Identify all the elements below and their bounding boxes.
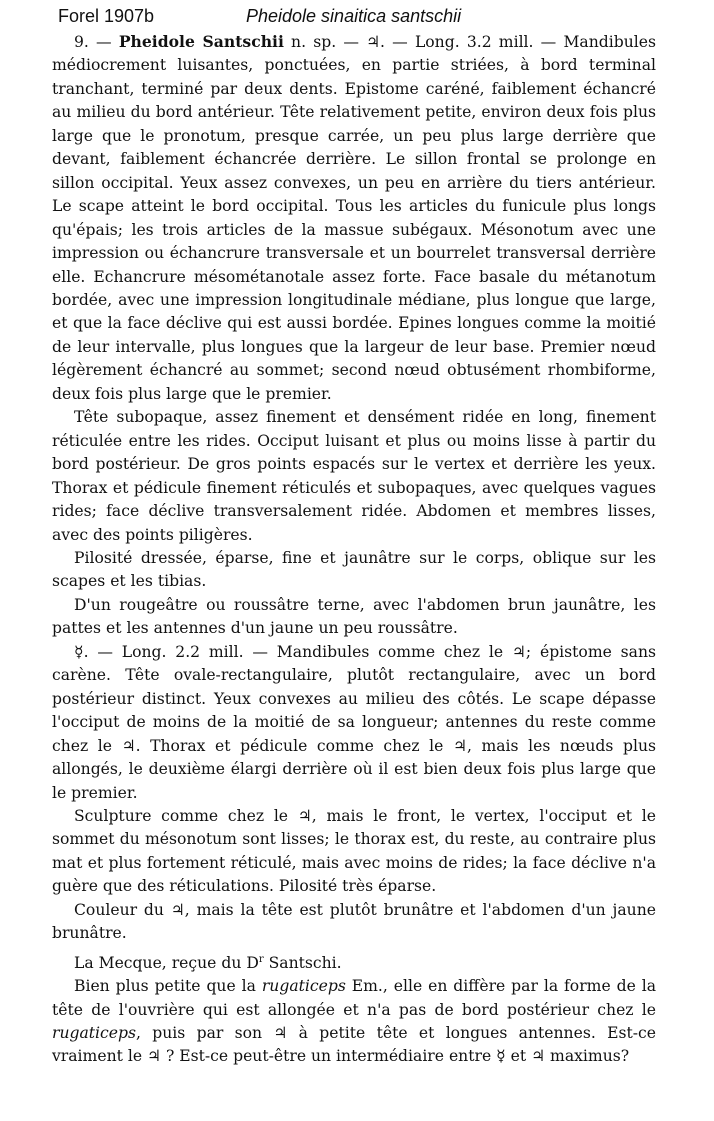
paragraph-color: D'un rougeâtre ou roussâtre terne, avec l'abdomen brun jaunâtre, les pattes et les antennes d'un jaune un peu roussâtre. [52, 595, 656, 638]
remark-taxon-1: rugaticeps [261, 977, 346, 996]
source-citation: Forel 1907b [58, 6, 155, 26]
remark-part-2: Em., elle en diffère par la forme de la tête de l'ouvrière qui est allongée et n'a pas de bord postérieur chez le [52, 977, 657, 1019]
page-header [58, 6, 704, 30]
remark-taxon-2: rugaticeps [52, 1024, 136, 1043]
paragraph-pilosity: Pilosité dressée, éparse, fine et jaunâtre sur le corps, oblique sur les scapes et les tibias. [52, 548, 656, 591]
taxon-name: Pheidole sinaitica santschii [246, 6, 462, 26]
locality-text: La Mecque, reçue du D [74, 953, 259, 972]
paragraph-worker: ☿. — Long. 2.2 mill. — Mandibules comme chez le ♃; épistome sans carène. Tête ovale-rectangulaire, plutôt rectangulaire, avec un bord postérieur distinct. Yeux convexes au milieu des côtés. Le scape dépasse l'occiput de moins de la moitié de sa longueur; antennes du reste comme chez le ♃. Thorax et pédicule comme chez le ♃, mais les nœuds plus allongés, le deuxième élargi derrière où il est bien deux fois plus large que le premier. [52, 642, 656, 802]
species-entry [52, 30, 656, 406]
species-status: n. sp. — ♃. — Long. 3.2 mill. — [291, 33, 557, 51]
remark-part-1: Bien plus petite que la [74, 977, 262, 996]
paragraph-locality [52, 952, 656, 975]
paragraph-sculpture: Tête subopaque, assez finement et densément ridée en long, finement réticulée entre les rides. Occiput luisant et plus ou moins lisse à partir du bord postérieur. De gros points espacés sur le vertex et derrière les yeux. Thorax et pédicule finement réticulés et subopaques, avec quelques vagues rides; face déclive transversalement ridée. Abdomen et membres lisses, avec des points piligères. [52, 408, 656, 544]
paragraph-worker-color: Couleur du ♃, mais la tête est plutôt brunâtre et l'abdomen d'un jaune brunâtre. [52, 900, 656, 943]
paragraph-worker-sculpture: Sculpture comme chez le ♃, mais le front, le vertex, l'occiput et le sommet du mésonotum sont lisses; le thorax est, du reste, au contraire plus mat et plus fortement réticulé, mais avec moins de rides; la face déclive n'a guère que des réticulations. Pilosité très éparse. [52, 806, 656, 896]
paragraph-description: Mandibules médiocrement luisantes, ponctuées, en partie striées, à bord terminal tranchant, terminé par deux dents. Epistome caréné, faiblement échancré au milieu du bord antérieur. Tête relativement petite, environ deux fois plus large que le pronotum, presque carrée, un peu plus large derrière que devant, faiblement échancrée derrière. Le sillon frontal se prolonge en sillon occipital. Yeux assez convexes, un peu en arrière du tiers antérieur. Le scape atteint le bord occipital. Tous les articles du funicule plus longs qu'épais; les trois articles de la massue subégaux. Mésonotum avec une impression ou échancrure transversale et un bourrelet transversal derrière elle. Echancrure mésométanotale assez forte. Face basale du métanotum bordée, avec une impression longitudinale médiane, plus longue que large, et que la face déclive qui est aussi bordée. Epines longues comme la moitié de leur intervalle, plus longues que la largeur de leur base. Premier nœud légèrement échancré au sommet; second nœud obtusément rhombiforme, deux fois plus large que le premier. [52, 33, 656, 403]
document-body [52, 30, 656, 1069]
locality-superscript: r [258, 953, 264, 965]
entry-number: 9. — [74, 33, 112, 51]
paragraph-remark [52, 975, 656, 1069]
species-name: Pheidole Santschii [118, 32, 284, 51]
locality-collector: Santschi. [268, 953, 342, 972]
remark-part-3: , puis par son ♃ à petite tête et longues antennes. Est-ce vraiment le ♃ ? Est-ce peut-être un intermédiaire entre ☿ et ♃ maximus? [52, 1024, 656, 1066]
